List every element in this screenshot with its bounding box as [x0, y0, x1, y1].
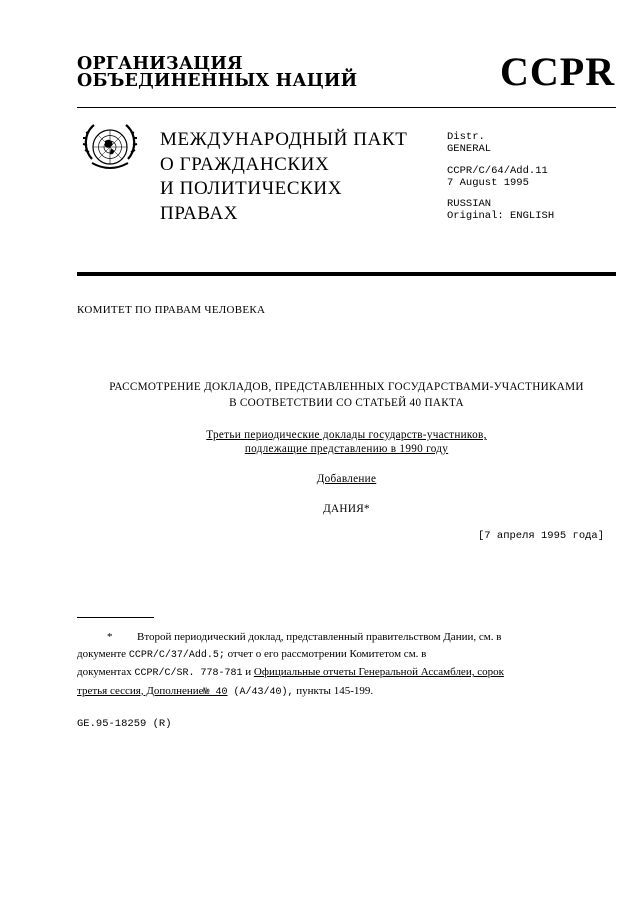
- un-emblem-icon: [78, 119, 142, 179]
- organization-name-line1: ОРГАНИЗАЦИЯ: [77, 54, 243, 74]
- heading-line2: В СООТВЕТСТВИИ СО СТАТЬЕЙ 40 ПАКТА: [229, 397, 464, 409]
- committee-name: КОМИТЕТ ПО ПРАВАМ ЧЕЛОВЕКА: [77, 304, 266, 316]
- subheading-line2-text: подлежащие представлению в 1990 году: [244, 443, 449, 455]
- footnote-text3c: и: [242, 666, 254, 678]
- footnote-line1: [77, 629, 617, 646]
- document-date: 7 August 1995: [447, 177, 529, 189]
- footnote: [77, 629, 617, 701]
- subheading-line1-text: Третьи периодические доклады государств-участников,: [206, 429, 487, 441]
- footnote-line2: [77, 646, 617, 665]
- footnote-document-symbol: (А/43/40),: [227, 686, 294, 698]
- organization-name-line2: ОБЪЕДИНЕННЫХ НАЦИЙ: [77, 71, 358, 91]
- footnote-text1: Второй периодический доклад, представленный правительством Дании, см. в: [137, 631, 502, 643]
- covenant-title-line1: МЕЖДУНАРОДНЫЙ ПАКТ: [160, 129, 408, 150]
- title-rule: [77, 272, 616, 276]
- footnote-marker: *: [107, 631, 113, 643]
- document-code: CCPR: [500, 49, 616, 94]
- footnote-supplement-number: № 40: [203, 686, 228, 698]
- distribution-label: Distr.: [447, 131, 485, 143]
- covenant-title-line4: ПРАВАХ: [160, 202, 239, 224]
- covenant-title: [160, 128, 407, 226]
- footnote-line4: [77, 683, 617, 702]
- document-symbol: CCPR/C/64/Add.11: [447, 165, 548, 177]
- addendum-text: Добавление: [316, 473, 377, 485]
- footnote-text2a: документе: [77, 647, 129, 660]
- subheading-line2: [77, 442, 616, 458]
- footnote-symbol-2: CCPR/C/SR. 778-781: [134, 668, 243, 679]
- footnote-line3: [77, 664, 617, 683]
- footnote-text3a: документах: [77, 666, 135, 678]
- footnote-rule: [77, 617, 154, 618]
- organization-name: [77, 56, 357, 90]
- document-language: RUSSIAN: [447, 198, 492, 210]
- addendum-label: [77, 472, 616, 488]
- report-date: [7 апреля 1995 года]: [478, 530, 605, 542]
- footnote-paragraphs: пункты 145-199.: [293, 684, 374, 697]
- footnote-records-title: Официальные отчеты Генеральной Ассамблеи, сорок: [253, 666, 504, 678]
- heading-line1: РАССМОТРЕНИЕ ДОКЛАДОВ, ПРЕДСТАВЛЕННЫХ ГОСУДАРСТВАМИ-УЧАСТНИКАМИ: [109, 381, 584, 393]
- country-name: ДАНИЯ*: [323, 503, 370, 515]
- document-reference: GE.95-18259 (R): [77, 718, 172, 730]
- distribution-value: GENERAL: [447, 143, 492, 155]
- footnote-session: третья сессия, Дополнение: [77, 684, 204, 697]
- footnote-text2c: отчет о его рассмотрении Комитетом см. в: [224, 647, 427, 660]
- header-rule: [77, 107, 616, 108]
- original-language: Original: ENGLISH: [447, 210, 555, 222]
- covenant-title-line2: О ГРАЖДАНСКИХ: [160, 153, 330, 175]
- covenant-title-line3: И ПОЛИТИЧЕСКИХ: [160, 178, 343, 199]
- footnote-symbol-1: CCPR/C/37/Add.5;: [128, 649, 225, 661]
